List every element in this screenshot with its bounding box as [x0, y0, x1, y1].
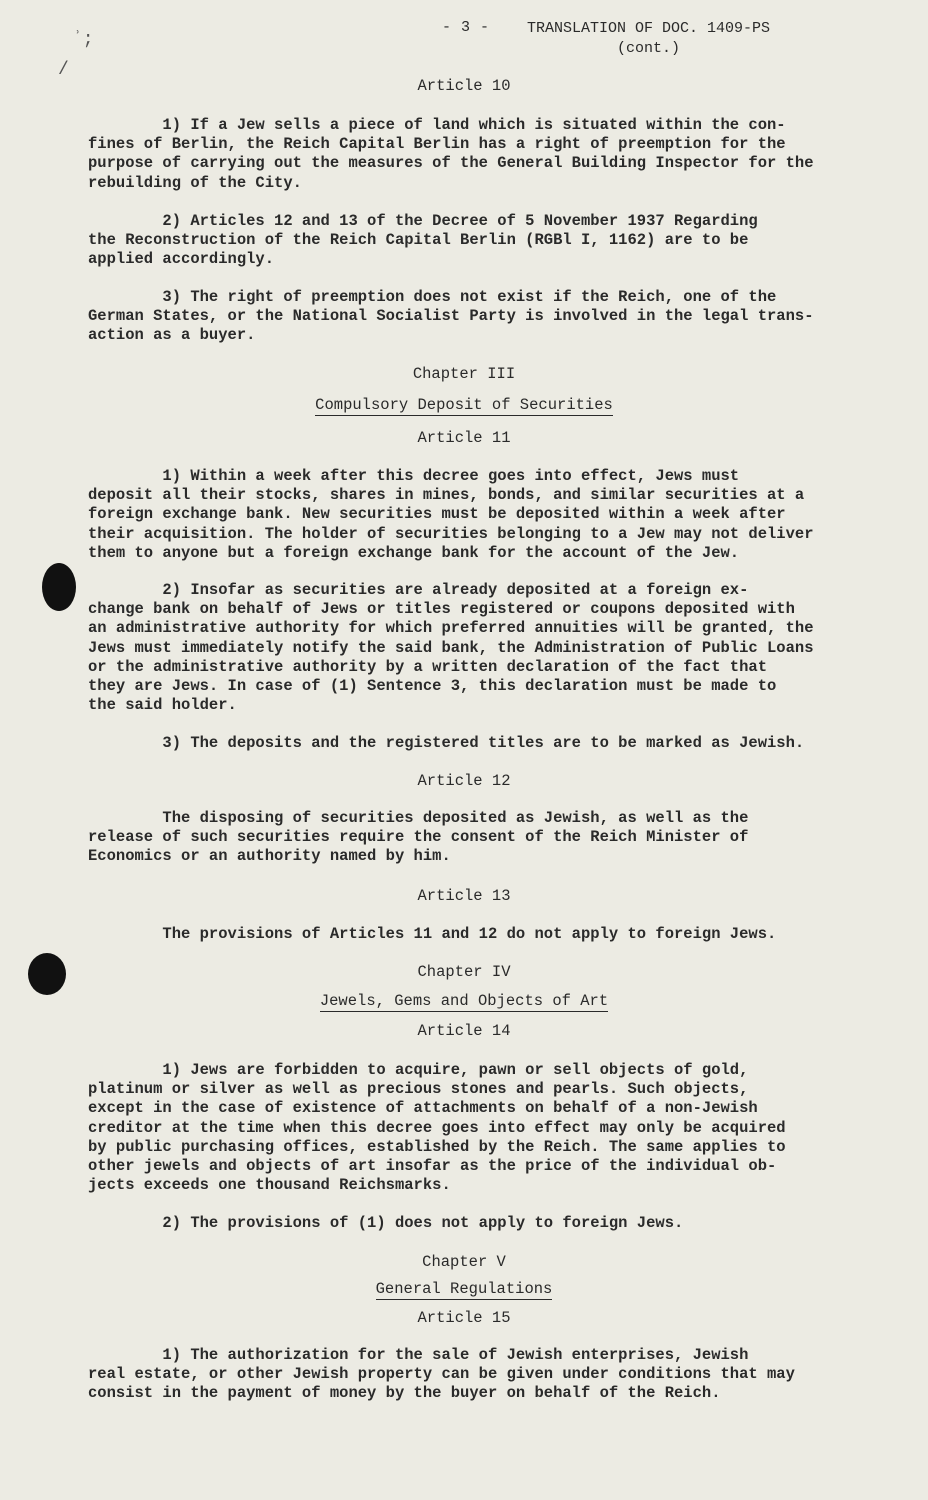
punch-hole [28, 953, 66, 995]
article-10-paragraph-3: 3) The right of preemption does not exist if the Reich, one of the German States, or the National Socialist Party is involved in the legal trans- action as a buyer. [88, 288, 814, 345]
article-13-heading: Article 13 [417, 887, 511, 905]
article-11-paragraph-1: 1) Within a week after this decree goes into effect, Jews must deposit all their stocks, shares in mines, bonds, and similar securities at a foreign exchange bank. New securities must be deposited within a week after their acquisition. The holder of securities belonging to a Jew may not deliver them to anyone but a foreign exchange bank for the account of the Jew. [88, 467, 814, 562]
article-15-paragraph-1: 1) The authorization for the sale of Jewish enterprises, Jewish real estate, or other Jewish property can be given under conditions that may consist in the payment of money by the buyer on behalf of the Reich. [88, 1346, 795, 1403]
article-10-heading: Article 10 [417, 77, 511, 95]
article-14-paragraph-2: 2) The provisions of (1) does not apply to foreign Jews. [88, 1214, 684, 1232]
chapter-5-title-text: General Regulations [375, 1280, 553, 1298]
chapter-5-heading: Chapter V [422, 1253, 506, 1271]
article-11-paragraph-2: 2) Insofar as securities are already deposited at a foreign ex- change bank on behalf of Jews or titles registered or coupons deposited with an administrative authority for which preferred annuities will be granted, the Jews must immediately notify the said bank, the Administration of Public Loans or the administrative authority by a written declaration of the fact that they are Jews. In case of (1) Sentence 3, this declaration must be made to the said holder. [88, 581, 814, 715]
article-11-heading: Article 11 [417, 429, 511, 447]
chapter-4-title [0, 992, 928, 1010]
article-10-paragraph-2: 2) Articles 12 and 13 of the Decree of 5 November 1937 Regarding the Reconstruction of the Reich Capital Berlin (RGBl I, 1162) are to be applied accordingly. [88, 212, 758, 269]
article-15-heading: Article 15 [417, 1309, 511, 1327]
chapter-3-title-text: Compulsory Deposit of Securities [315, 396, 613, 414]
document-title-line1: TRANSLATION OF DOC. 1409-PS [527, 20, 771, 37]
page-number: - 3 - [442, 19, 490, 36]
article-14-heading: Article 14 [417, 1022, 511, 1040]
article-11-paragraph-3: 3) The deposits and the registered titles are to be marked as Jewish. [88, 734, 805, 752]
article-10-paragraph-1: 1) If a Jew sells a piece of land which is situated within the con- fines of Berlin, the Reich Capital Berlin has a right of preemption for the purpose of carrying out the measures of the General Building Inspector for the rebuilding of the City. [88, 116, 814, 192]
chapter-4-title-text: Jewels, Gems and Objects of Art [319, 992, 609, 1010]
chapter-4-heading: Chapter IV [417, 963, 511, 981]
article-13-paragraph-1: The provisions of Articles 11 and 12 do not apply to foreign Jews. [88, 925, 777, 943]
article-14-paragraph-1: 1) Jews are forbidden to acquire, pawn or sell objects of gold, platinum or silver as well as precious stones and pearls. Such objects, except in the case of existence of attachments on behalf of a non-Jewish creditor at the time when this decree goes into effect may only be acquired by public purchasing offices, established by the Reich. The same applies to other jewels and objects of art insofar as the price of the individual ob- jects exceeds one thousand Reichsmarks. [88, 1061, 786, 1195]
chapter-3-heading: Chapter III [412, 365, 516, 383]
document-title [527, 19, 770, 59]
document-title-line2: (cont.) [617, 40, 681, 57]
chapter-5-title [0, 1280, 928, 1298]
margin-mark: / [58, 60, 69, 80]
article-12-paragraph-1: The disposing of securities deposited as Jewish, as well as the release of such securities require the consent of the Reich Minister of Economics or an authority named by him. [88, 809, 749, 866]
punch-hole [42, 563, 76, 611]
article-12-heading: Article 12 [417, 772, 511, 790]
margin-mark: ʾ; [72, 30, 94, 50]
chapter-3-title [0, 396, 928, 414]
